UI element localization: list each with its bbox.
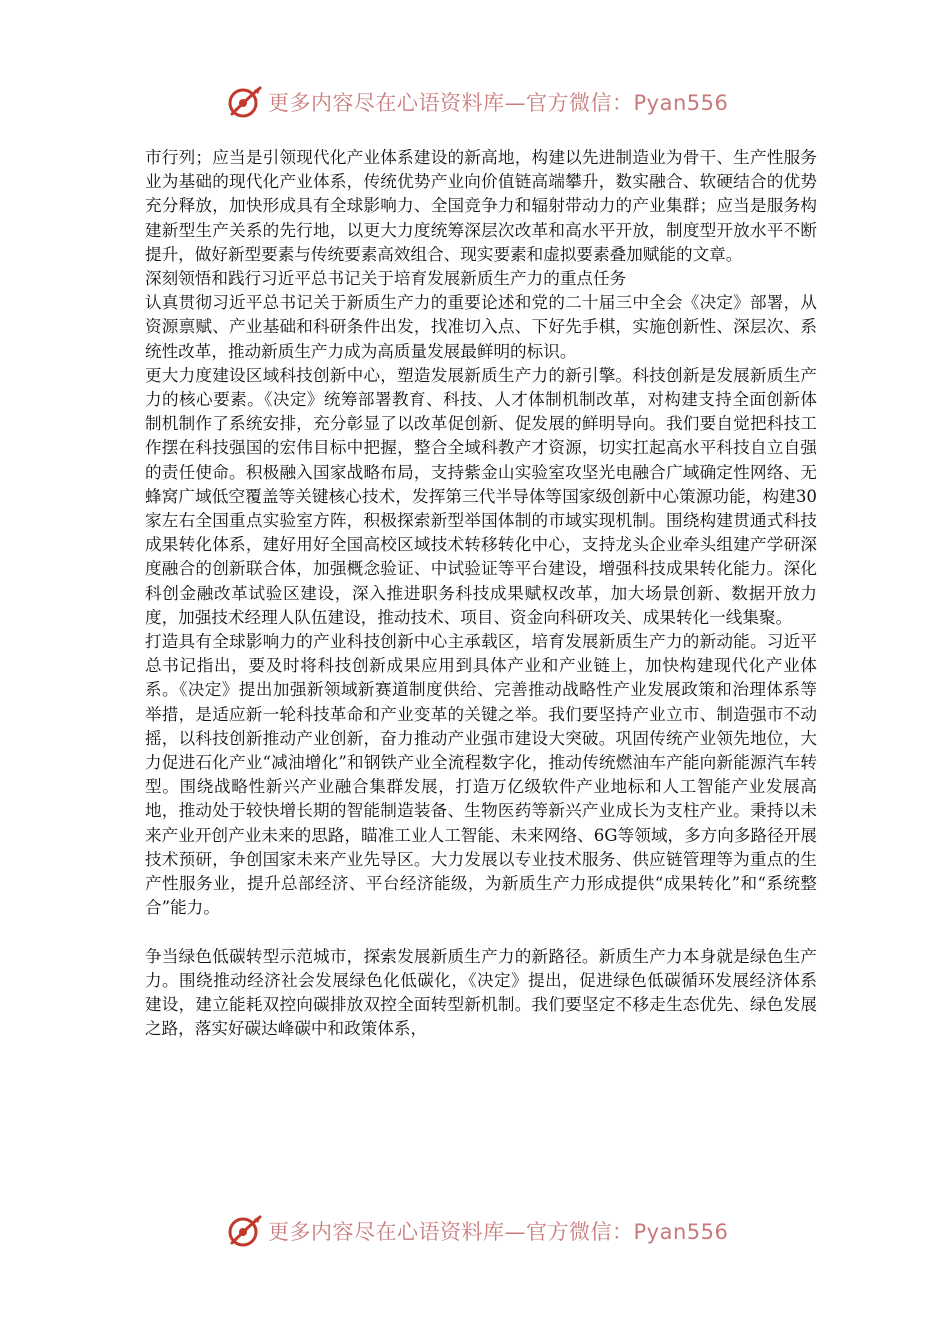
header-banner [0,80,950,124]
paragraph: 更大力度建设区域科技创新中心，塑造发展新质生产力的新引擎。科技创新是发展新质生产力的核心要素。《决定》统筹部署教育、科技、人才体制机制改革，对构建支持全面创新体制机制作了系统安排，充分彰显了以改革促创新、促发展的鲜明导向。我们要自觉把科技工作摆在科技强国的宏伟目标中把握，整合全域科教产才资源，切实扛起高水平科技自立自强的责任使命。积极融入国家战略布局，支持紫金山实验室攻坚光电融合广域确定性网络、无蜂窝广域低空覆盖等关键核心技术，发挥第三代半导体等国家级创新中心策源功能，构建30家左右全国重点实验室方阵，积极探索新型举国体制的市域实现机制。围绕构建贯通式科技成果转化体系，建好用好全国高校区域技术转移转化中心，支持龙头企业牵头组建产学研深度融合的创新联合体，加强概念验证、中试验证等平台建设，增强科技成果转化能力。深化科创金融改革试验区建设，深入推进职务科技成果赋权改革，加大场景创新、数据开放力度，加强技术经理人队伍建设，推动技术、项目、资金向科研攻关、成果转化一线集聚。 [145,365,817,627]
logo-icon [224,1213,264,1249]
paragraph: 认真贯彻习近平总书记关于新质生产力的重要论述和党的二十届三中全会《决定》部署，从资源禀赋、产业基础和科研条件出发，找准切入点、下好先手棋，实施创新性、深层次、系统性改革，推动新质生产力成为高质量发展最鲜明的标识。 [145,293,817,361]
logo-icon [224,84,264,120]
footer-banner [0,1209,950,1253]
banner-text: 更多内容尽在心语资料库—官方微信：Pyan556 [268,91,729,115]
paragraph: 打造具有全球影响力的产业科技创新中心主承载区，培育发展新质生产力的新动能。习近平总书记指出，要及时将科技创新成果应用到具体产业和产业链上，加快构建现代化产业体系。《决定》提出加强新领域新赛道制度供给、完善推动战略性产业发展政策和治理体系等举措，是适应新一轮科技革命和产业变革的关键之举。我们要坚持产业立市、制造强市不动摇，以科技创新推动产业创新，奋力推动产业强市建设大突破。巩固传统产业领先地位，大力促进石化产业“减油增化”和钢铁产业全流程数字化，推动传统燃油车产能向新能源汽车转型。围绕战略性新兴产业融合集群发展，打造万亿级软件产业地标和人工智能产业发展高地，推动处于较快增长期的智能制造装备、生物医药等新兴产业成长为支柱产业。秉持以未来产业开创产业未来的思路，瞄准工业人工智能、未来网络、6G等领域，多方向多路径开展技术预研，争创国家未来产业先导区。大力发展以专业技术服务、供应链管理等为重点的生产性服务业，提升总部经济、平台经济能级，为新质生产力形成提供“成果转化”和“系统整合”能力。 [145,632,817,918]
paragraph: 市行列；应当是引领现代化产业体系建设的新高地，构建以先进制造业为骨干、生产性服务业为基础的现代化产业体系，传统优势产业向价值链高端攀升，数实融合、软硬结合的优势充分释放，加快形成具有全球影响力、全国竞争力和辐射带动力的产业集群；应当是服务构建新型生产关系的先行地，以更大力度统筹深层次改革和高水平开放，制度型开放水平不断提升，做好新型要素与传统要素高效组合、现实要素和虚拟要素叠加赋能的文章。 [145,148,817,264]
section-heading: 深刻领悟和践行习近平总书记关于培育发展新质生产力的重点任务 [145,269,627,289]
document-body [145,146,817,1041]
paragraph: 争当绿色低碳转型示范城市，探索发展新质生产力的新路径。新质生产力本身就是绿色生产力。围绕推动经济社会发展绿色化低碳化，《决定》提出，促进绿色低碳循环发展经济体系建设，建立能耗双控向碳排放双控全面转型新机制。我们要坚定不移走生态优先、绿色发展之路，落实好碳达峰碳中和政策体系， [145,946,817,1039]
banner-text: 更多内容尽在心语资料库—官方微信：Pyan556 [268,1220,729,1244]
